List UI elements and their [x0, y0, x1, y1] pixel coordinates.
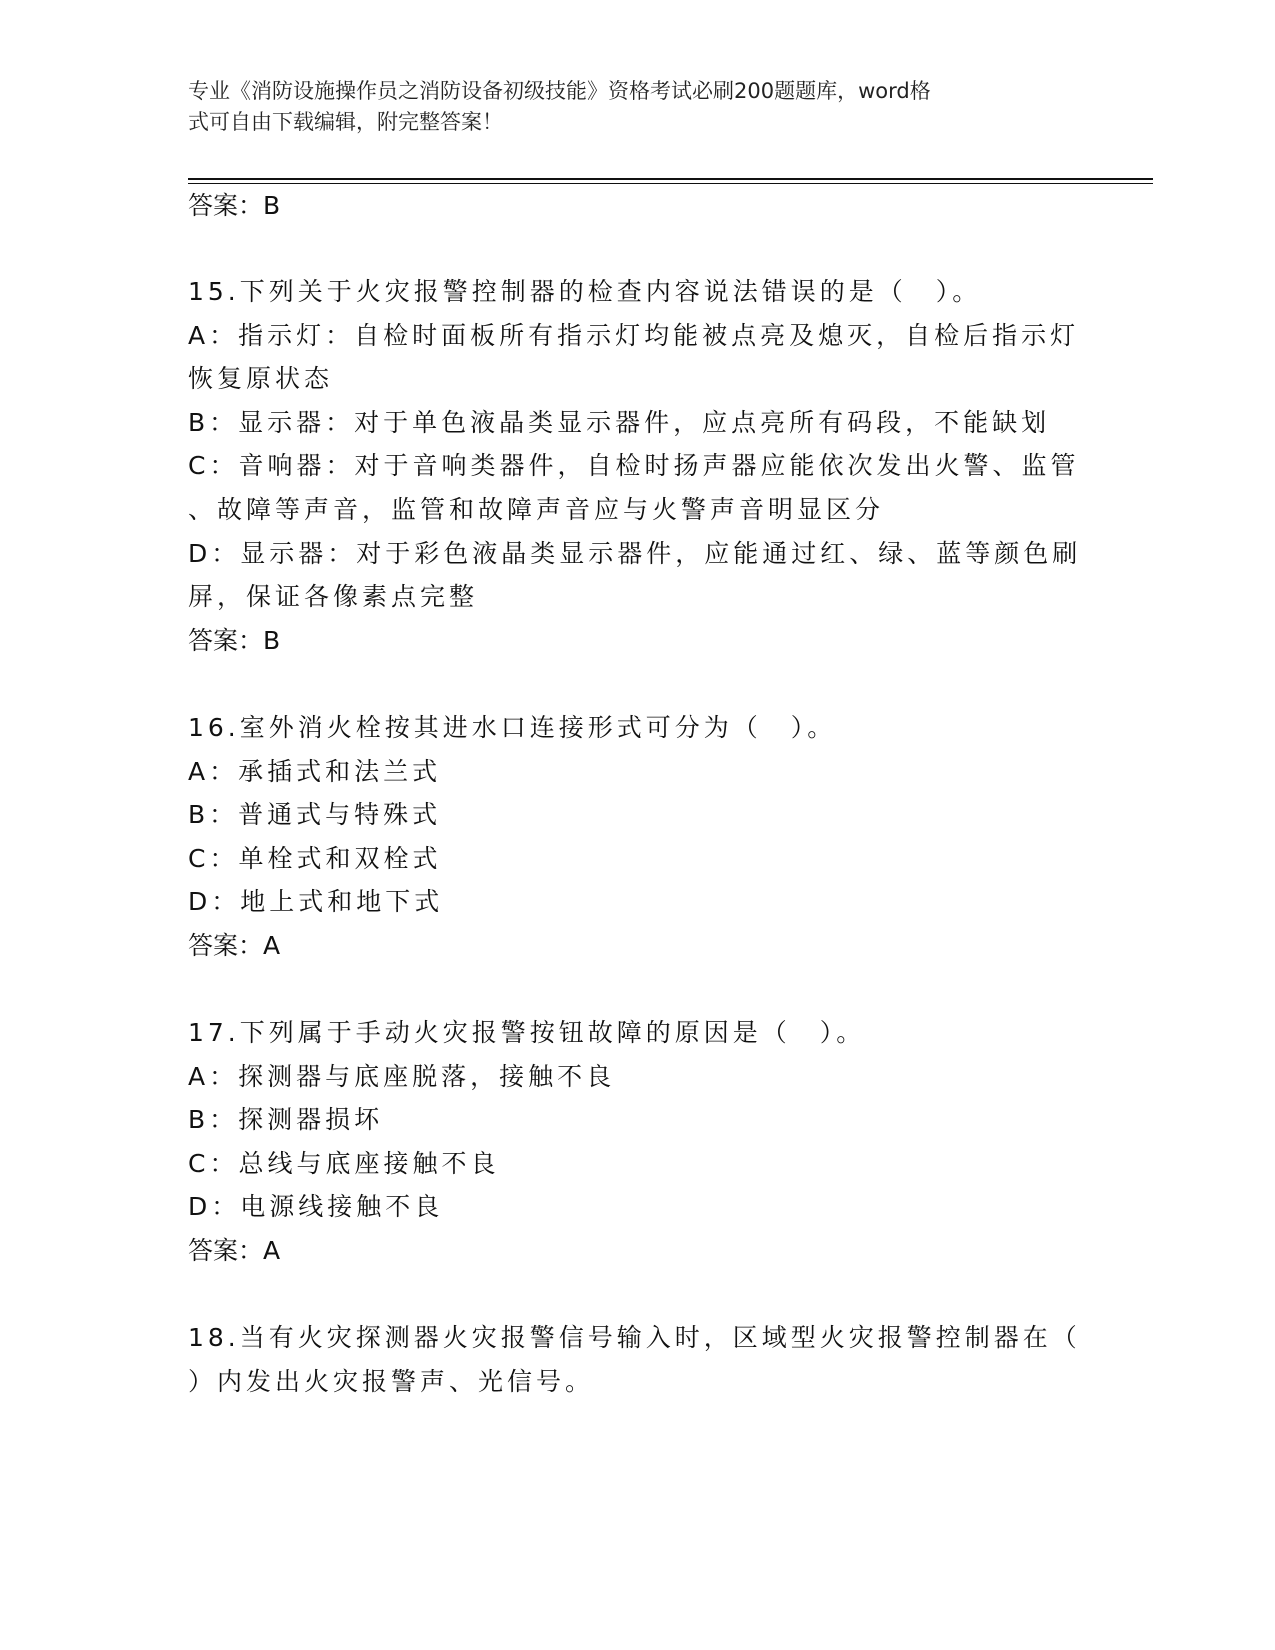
question-16-stem: 16.室外消火栓按其进水口连接形式可分为（ ）。 — [188, 713, 837, 742]
answer-line: 答案：B — [188, 191, 281, 220]
question-17-option-a: A：探测器与底座脱落，接触不良 — [188, 1062, 616, 1091]
question-15-option-c: C：音响器：对于音响类器件，自检时扬声器应能依次发出火警、监管 — [188, 451, 1080, 480]
header-divider-thin — [188, 183, 1153, 184]
question-16-answer: 答案：A — [188, 931, 281, 960]
question-16-option-a: A：承插式和法兰式 — [188, 757, 442, 786]
question-15-stem: 15.下列关于火灾报警控制器的检查内容说法错误的是（ ）。 — [188, 277, 982, 306]
question-15-option-a: A：指示灯：自检时面板所有指示灯均能被点亮及熄灭，自检后指示灯 — [188, 321, 1080, 350]
question-18-stem: 18.当有火灾探测器火灾报警信号输入时，区域型火灾报警控制器在（ — [188, 1323, 1081, 1352]
page-header — [188, 76, 1068, 138]
question-18-stem-cont: ）内发出火灾报警声、光信号。 — [188, 1367, 595, 1396]
question-15-option-d-cont: 屏，保证各像素点完整 — [188, 582, 479, 611]
header-divider-thick — [188, 178, 1153, 180]
question-16-option-d: D：地上式和地下式 — [188, 887, 444, 916]
question-17-answer: 答案：A — [188, 1236, 281, 1265]
question-17-option-d: D：电源线接触不良 — [188, 1192, 444, 1221]
question-16-option-b: B：普通式与特殊式 — [188, 800, 442, 829]
question-15-option-b: B：显示器：对于单色液晶类显示器件，应点亮所有码段，不能缺划 — [188, 408, 1051, 437]
question-17-stem: 17.下列属于手动火灾报警按钮故障的原因是（ ）。 — [188, 1018, 866, 1047]
question-17-option-b: B：探测器损坏 — [188, 1105, 384, 1134]
question-17-option-c: C：总线与底座接触不良 — [188, 1149, 500, 1178]
header-line-1: 专业《消防设施操作员之消防设备初级技能》资格考试必刷200题题库，word格 — [188, 79, 931, 103]
question-16-option-c: C：单栓式和双栓式 — [188, 844, 442, 873]
question-15-answer: 答案：B — [188, 626, 281, 655]
question-15-option-c-cont: 、故障等声音，监管和故障声音应与火警声音明显区分 — [188, 495, 885, 524]
question-15-option-a-cont: 恢复原状态 — [188, 364, 334, 393]
question-15-option-d: D：显示器：对于彩色液晶类显示器件，应能通过红、绿、蓝等颜色刷 — [188, 539, 1082, 568]
header-line-2: 式可自由下载编辑，附完整答案！ — [188, 110, 503, 134]
